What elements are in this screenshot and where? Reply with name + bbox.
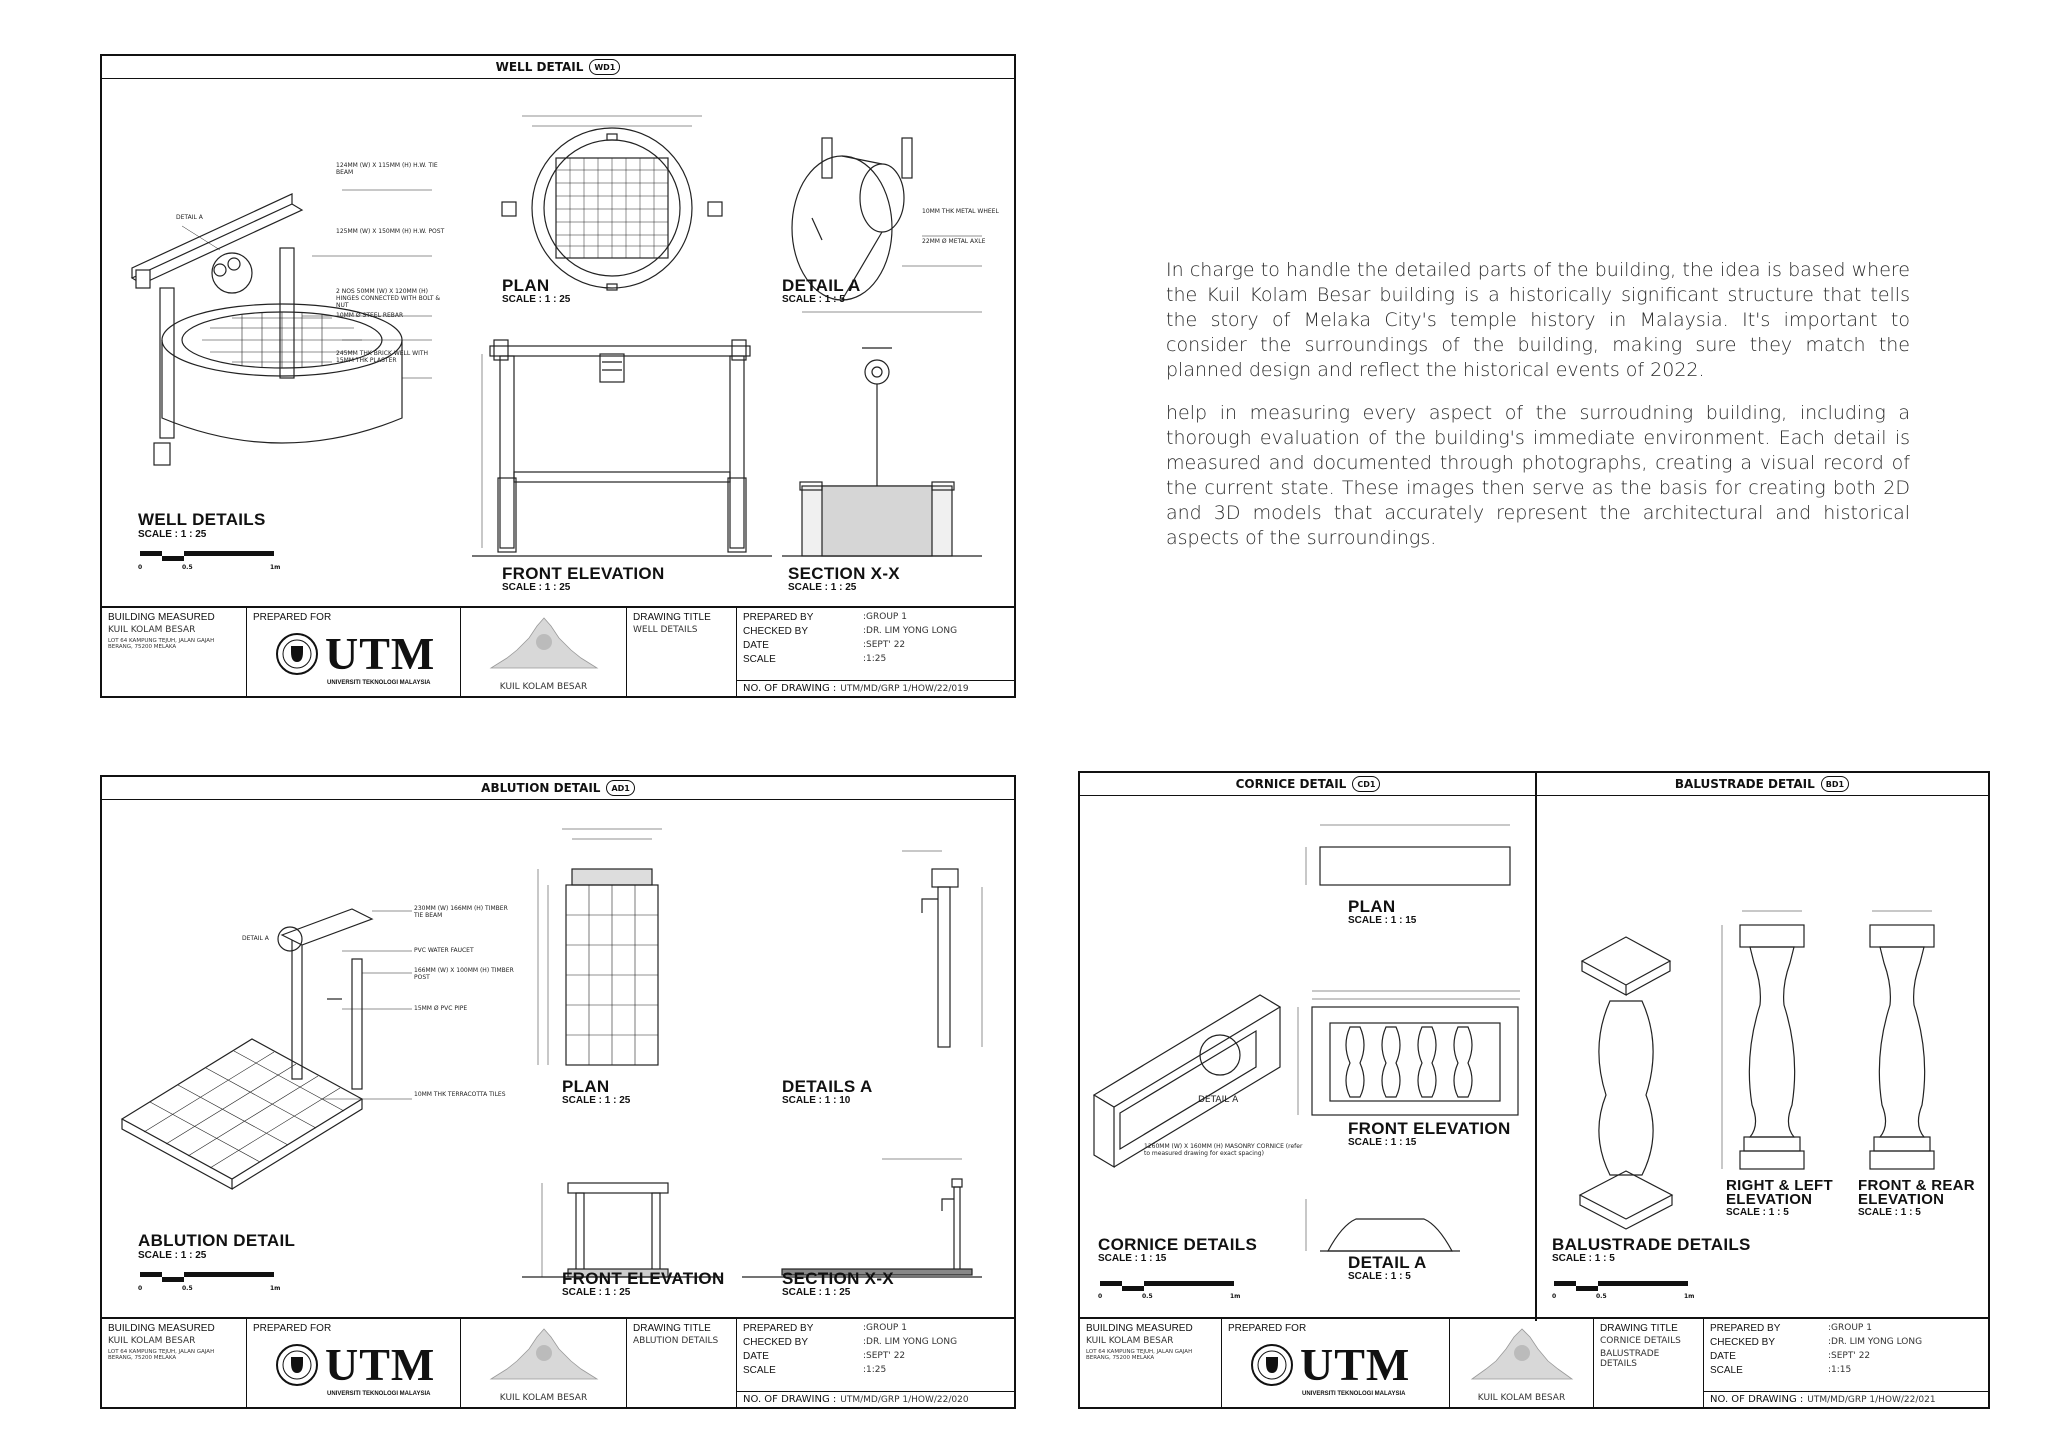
ablution-detail-sheet	[100, 775, 1016, 1409]
cornice-building-measured-label: BUILDING MEASURED	[1086, 1323, 1193, 1334]
well-detail-a-label: DETAIL A	[782, 276, 861, 295]
utm-subtitle: UNIVERSITI TEKNOLOGI MALAYSIA	[327, 1391, 431, 1397]
temple-logo-icon	[1450, 1319, 1594, 1389]
ablution-prepared-by: :GROUP 1	[863, 1323, 907, 1333]
ablution-date-label: DATE	[743, 1351, 769, 1362]
ablution-details-a-label: DETAILS A	[782, 1077, 873, 1096]
balustrade-scalebar-05: 0.5	[1596, 1293, 1607, 1300]
ablution-prepared-for-label: PREPARED FOR	[253, 1323, 332, 1334]
well-prepared-by-cell	[737, 608, 1014, 696]
cornice-balustrade-sheet	[1078, 771, 1990, 1409]
cornice-no-drawing-label: NO. OF DRAWING :	[1710, 1394, 1804, 1405]
cornice-prepared-by-label: PREPARED BY	[1710, 1323, 1781, 1334]
balustrade-sheet-header	[1536, 773, 1988, 796]
well-detail-a-scale: SCALE : 1 : 5	[782, 294, 845, 305]
well-scalebar-1: 1m	[270, 564, 281, 571]
well-title-block	[102, 606, 1014, 696]
cornice-scale: :1:15	[1828, 1365, 1852, 1375]
ablution-front-scale: SCALE : 1 : 25	[562, 1287, 631, 1298]
cornice-plan-label: PLAN	[1348, 897, 1396, 916]
utm-subtitle: UNIVERSITI TEKNOLOGI MALAYSIA	[327, 680, 431, 686]
cornice-header-text: CORNICE DETAIL	[1235, 777, 1347, 791]
well-building-name: KUIL KOLAM BESAR	[108, 625, 196, 635]
cornice-temple-caption: KUIL KOLAM BESAR	[1477, 1393, 1566, 1403]
cornice-drawing-title-1: CORNICE DETAILS	[1600, 1336, 1681, 1346]
well-prepared-by: :GROUP 1	[863, 612, 907, 622]
utm-wordmark: UTM	[325, 628, 436, 679]
cornice-main-label: CORNICE DETAILS	[1098, 1235, 1258, 1254]
ablution-temple-caption: KUIL KOLAM BESAR	[499, 1393, 588, 1403]
ablution-drawing-title-cell	[627, 1319, 737, 1407]
ablution-drawing-title: ABLUTION DETAILS	[633, 1336, 719, 1346]
well-front-label: FRONT ELEVATION	[502, 564, 665, 583]
temple-logo-icon	[461, 1319, 627, 1389]
utm-crest-icon	[1250, 1343, 1294, 1387]
ablution-title-block	[102, 1317, 1014, 1407]
well-temple-logo-cell	[461, 608, 627, 696]
cornice-date: :SEPT' 22	[1828, 1351, 1871, 1361]
well-building-measured-label: BUILDING MEASURED	[108, 612, 215, 623]
utm-wordmark: UTM	[1300, 1339, 1411, 1390]
ablution-isometric-drawing	[102, 799, 1014, 1299]
cornice-prepared-by: :GROUP 1	[1828, 1323, 1872, 1333]
cornice-building-name: KUIL KOLAM BESAR	[1086, 1336, 1174, 1346]
well-drawing-title: WELL DETAILS	[633, 625, 698, 635]
ablution-annotation-3: 166MM (W) X 100MM (H) TIMBER POST	[414, 967, 514, 981]
well-annotation-5: 245MM THK BRICK WELL WITH 15MM THK PLASTER	[336, 350, 429, 364]
cornice-prepared-by-cell	[1704, 1319, 1988, 1407]
well-scalebar-05: 0.5	[182, 564, 193, 571]
well-scalebar-0: 0	[138, 564, 143, 571]
cornice-drawing-title-cell	[1594, 1319, 1704, 1407]
description-paragraph-2: help in measuring every aspect of the surroudning building, including a thorough evaluation of the building's immediate environment. Each detail is measured and documented through photographs, creating a visual record of the current state. These images then serve as the basis for creating both 2D and 3D models that accurately represent the architectural and historical aspects of the surroundings.	[1166, 402, 1910, 549]
well-scale: :1:25	[863, 654, 887, 664]
well-annotation-3: 2 NOS 50MM (W) X 120MM (H) HINGES CONNECTED WITH BOLT & NUT	[336, 288, 441, 309]
ablution-scale-label: SCALE	[743, 1365, 776, 1376]
cornice-scale-label: SCALE	[1710, 1365, 1743, 1376]
cornice-temple-logo-cell	[1450, 1319, 1594, 1407]
well-address: LOT 64 KAMPUNG TEJUH, JALAN GAJAH BERANG, 75200 MELAKA	[108, 638, 215, 650]
ablution-prepared-grid	[743, 1323, 1008, 1376]
cornice-no-drawing	[1704, 1391, 1988, 1407]
ablution-details-a-scale: SCALE : 1 : 10	[782, 1095, 851, 1106]
utm-wordmark: UTM	[325, 1339, 436, 1390]
balustrade-main-scale: SCALE : 1 : 5	[1552, 1253, 1615, 1264]
well-date: :SEPT' 22	[863, 640, 906, 650]
ablution-scale: :1:25	[863, 1365, 887, 1375]
cornice-drawing-title-2: BALUSTRADE DETAILS	[1600, 1349, 1660, 1369]
well-scale-label: SCALE	[743, 654, 776, 665]
well-annotation-4: 10MM Ø STEEL REBAR	[336, 312, 404, 319]
cornice-main-scale: SCALE : 1 : 15	[1098, 1253, 1167, 1264]
ablution-annotation-5: 10MM THK TERRACOTTA TILES	[414, 1091, 506, 1098]
well-plan-label: PLAN	[502, 276, 550, 295]
cornice-prepared-grid	[1710, 1323, 1982, 1376]
well-tag: WD1	[589, 59, 620, 75]
cornice-title-block	[1080, 1317, 1988, 1407]
ablution-annotation-4: 15MM Ø PVC PIPE	[414, 1005, 468, 1012]
cornice-plan-scale: SCALE : 1 : 15	[1348, 915, 1417, 926]
balustrade-fr-scale: SCALE : 1 : 5	[1858, 1207, 1921, 1218]
balustrade-tag: BD1	[1821, 776, 1849, 792]
well-no-drawing-value: UTM/MD/GRP 1/HOW/22/019	[840, 683, 969, 694]
cornice-scalebar-05: 0.5	[1142, 1293, 1153, 1300]
ablution-scalebar-1: 1m	[270, 1285, 281, 1292]
cornice-checked-by-label: CHECKED BY	[1710, 1337, 1776, 1348]
well-main-label: WELL DETAILS	[138, 510, 266, 529]
balustrade-rl-label-1: RIGHT & LEFT	[1726, 1177, 1833, 1194]
ablution-sheet-header	[102, 777, 1014, 800]
well-building-measured-cell	[102, 608, 247, 696]
ablution-section-scale: SCALE : 1 : 25	[782, 1287, 851, 1298]
ablution-prepared-for-cell	[247, 1319, 461, 1407]
well-prepared-grid	[743, 612, 1008, 665]
well-front-scale: SCALE : 1 : 25	[502, 582, 571, 593]
utm-logo	[275, 1339, 436, 1390]
well-main-scale: SCALE : 1 : 25	[138, 529, 207, 540]
ablution-section-label: SECTION X-X	[782, 1269, 894, 1288]
ablution-checked-by-label: CHECKED BY	[743, 1337, 809, 1348]
well-annotation-1: 124MM (W) X 115MM (H) H.W. TIE BEAM	[336, 162, 438, 176]
ablution-building-name: KUIL KOLAM BESAR	[108, 1336, 196, 1346]
ablution-no-drawing-value: UTM/MD/GRP 1/HOW/22/020	[840, 1394, 969, 1405]
ablution-main-label: ABLUTION DETAIL	[138, 1231, 296, 1250]
ablution-annotation-2: PVC WATER FAUCET	[414, 947, 474, 954]
utm-logo	[275, 628, 436, 679]
ablution-scalebar-0: 0	[138, 1285, 143, 1292]
well-no-drawing-label: NO. OF DRAWING :	[743, 683, 837, 694]
cornice-prepared-for-cell	[1222, 1319, 1450, 1407]
balustrade-fr-label-2: ELEVATION	[1858, 1191, 1945, 1208]
ablution-building-measured-cell	[102, 1319, 247, 1407]
cornice-detail-a-callout: DETAIL A	[1198, 1095, 1239, 1105]
ablution-no-drawing	[737, 1391, 1014, 1407]
temple-logo-icon	[461, 608, 627, 678]
ablution-temple-logo-cell	[461, 1319, 627, 1407]
utm-crest-icon	[275, 632, 319, 676]
well-drawing-title-label: DRAWING TITLE	[633, 612, 711, 623]
ablution-prepared-by-cell	[737, 1319, 1014, 1407]
cornice-detail-a-scale: SCALE : 1 : 5	[1348, 1271, 1411, 1282]
balustrade-scalebar-0: 0	[1552, 1293, 1557, 1300]
ablution-drawing-title-label: DRAWING TITLE	[633, 1323, 711, 1334]
balustrade-scalebar-1: 1m	[1684, 1293, 1695, 1300]
well-checked-by: :DR. LIM YONG LONG	[863, 626, 958, 636]
ablution-prepared-by-label: PREPARED BY	[743, 1323, 814, 1334]
cornice-scalebar-0: 0	[1098, 1293, 1103, 1300]
ablution-detail-a-callout: DETAIL A	[242, 935, 269, 942]
utm-logo	[1250, 1339, 1411, 1390]
well-checked-by-label: CHECKED BY	[743, 626, 809, 637]
balustrade-header-text: BALUSTRADE DETAIL	[1674, 777, 1815, 791]
ablution-building-measured-label: BUILDING MEASURED	[108, 1323, 215, 1334]
ablution-header-text: ABLUTION DETAIL	[481, 781, 601, 795]
well-annotation-2: 125MM (W) X 150MM (H) H.W. POST	[336, 228, 445, 235]
well-temple-caption: KUIL KOLAM BESAR	[499, 682, 588, 692]
ablution-tag: AD1	[606, 780, 634, 796]
cornice-detail-a-label: DETAIL A	[1348, 1253, 1427, 1272]
balustrade-rl-label-2: ELEVATION	[1726, 1191, 1813, 1208]
ablution-plan-scale: SCALE : 1 : 25	[562, 1095, 631, 1106]
well-prepared-by-label: PREPARED BY	[743, 612, 814, 623]
well-annotation-6: 10MM THK METAL WHEEL	[922, 208, 999, 215]
well-section-label: SECTION X-X	[788, 564, 900, 583]
well-section-scale: SCALE : 1 : 25	[788, 582, 857, 593]
well-drawing-title-cell	[627, 608, 737, 696]
well-detail-sheet	[100, 54, 1016, 698]
ablution-date: :SEPT' 22	[863, 1351, 906, 1361]
ablution-annotation-1: 230MM (W) 166MM (H) TIMBER TIE BEAM	[414, 905, 508, 919]
well-date-label: DATE	[743, 640, 769, 651]
cornice-sheet-header	[1080, 773, 1537, 796]
ablution-plan-label: PLAN	[562, 1077, 610, 1096]
well-plan-scale: SCALE : 1 : 25	[502, 294, 571, 305]
cornice-front-label: FRONT ELEVATION	[1348, 1119, 1511, 1138]
project-description	[1166, 258, 1910, 569]
ablution-scalebar-05: 0.5	[182, 1285, 193, 1292]
balustrade-main-label: BALUSTRADE DETAILS	[1552, 1235, 1751, 1254]
cornice-prepared-for-label: PREPARED FOR	[1228, 1323, 1307, 1334]
description-paragraph-1: In charge to handle the detailed parts of the building, the idea is based where the Kuil Kolam Besar building is a historically significant structure that tells the story of Melaka City's temple history in Malaysia. It's important to consider the surroundings of the building, making sure they match the planned design and reflect the historical events of 2022.	[1166, 259, 1910, 381]
well-header-text: WELL DETAIL	[495, 60, 584, 74]
cornice-tag: CD1	[1352, 776, 1380, 792]
cornice-annotation-1: 1260MM (W) X 160MM (H) MASONRY CORNICE (refer to measured drawing for exact spacing)	[1144, 1143, 1303, 1157]
well-prepared-for-label: PREPARED FOR	[253, 612, 332, 623]
balustrade-rl-scale: SCALE : 1 : 5	[1726, 1207, 1789, 1218]
well-prepared-for-cell	[247, 608, 461, 696]
well-detail-a-callout: DETAIL A	[176, 214, 203, 221]
well-annotation-7: 22MM Ø METAL AXLE	[922, 238, 986, 245]
cornice-scalebar-1: 1m	[1230, 1293, 1241, 1300]
ablution-front-label: FRONT ELEVATION	[562, 1269, 725, 1288]
cornice-building-measured-cell	[1080, 1319, 1222, 1407]
cornice-date-label: DATE	[1710, 1351, 1736, 1362]
utm-subtitle: UNIVERSITI TEKNOLOGI MALAYSIA	[1302, 1391, 1406, 1397]
cornice-address: LOT 64 KAMPUNG TEJUH, JALAN GAJAH BERANG, 75200 MELAKA	[1086, 1349, 1193, 1361]
cornice-front-scale: SCALE : 1 : 15	[1348, 1137, 1417, 1148]
cornice-drawing-title-label: DRAWING TITLE	[1600, 1323, 1678, 1334]
ablution-main-scale: SCALE : 1 : 25	[138, 1250, 207, 1261]
ablution-address: LOT 64 KAMPUNG TEJUH, JALAN GAJAH BERANG, 75200 MELAKA	[108, 1349, 215, 1361]
ablution-no-drawing-label: NO. OF DRAWING :	[743, 1394, 837, 1405]
cornice-checked-by: :DR. LIM YONG LONG	[1828, 1337, 1923, 1347]
balustrade-fr-label-1: FRONT & REAR	[1858, 1177, 1975, 1194]
cornice-no-drawing-value: UTM/MD/GRP 1/HOW/22/021	[1807, 1394, 1936, 1405]
well-sheet-header	[102, 56, 1014, 79]
well-no-drawing	[737, 680, 1014, 696]
ablution-checked-by: :DR. LIM YONG LONG	[863, 1337, 958, 1347]
utm-crest-icon	[275, 1343, 319, 1387]
